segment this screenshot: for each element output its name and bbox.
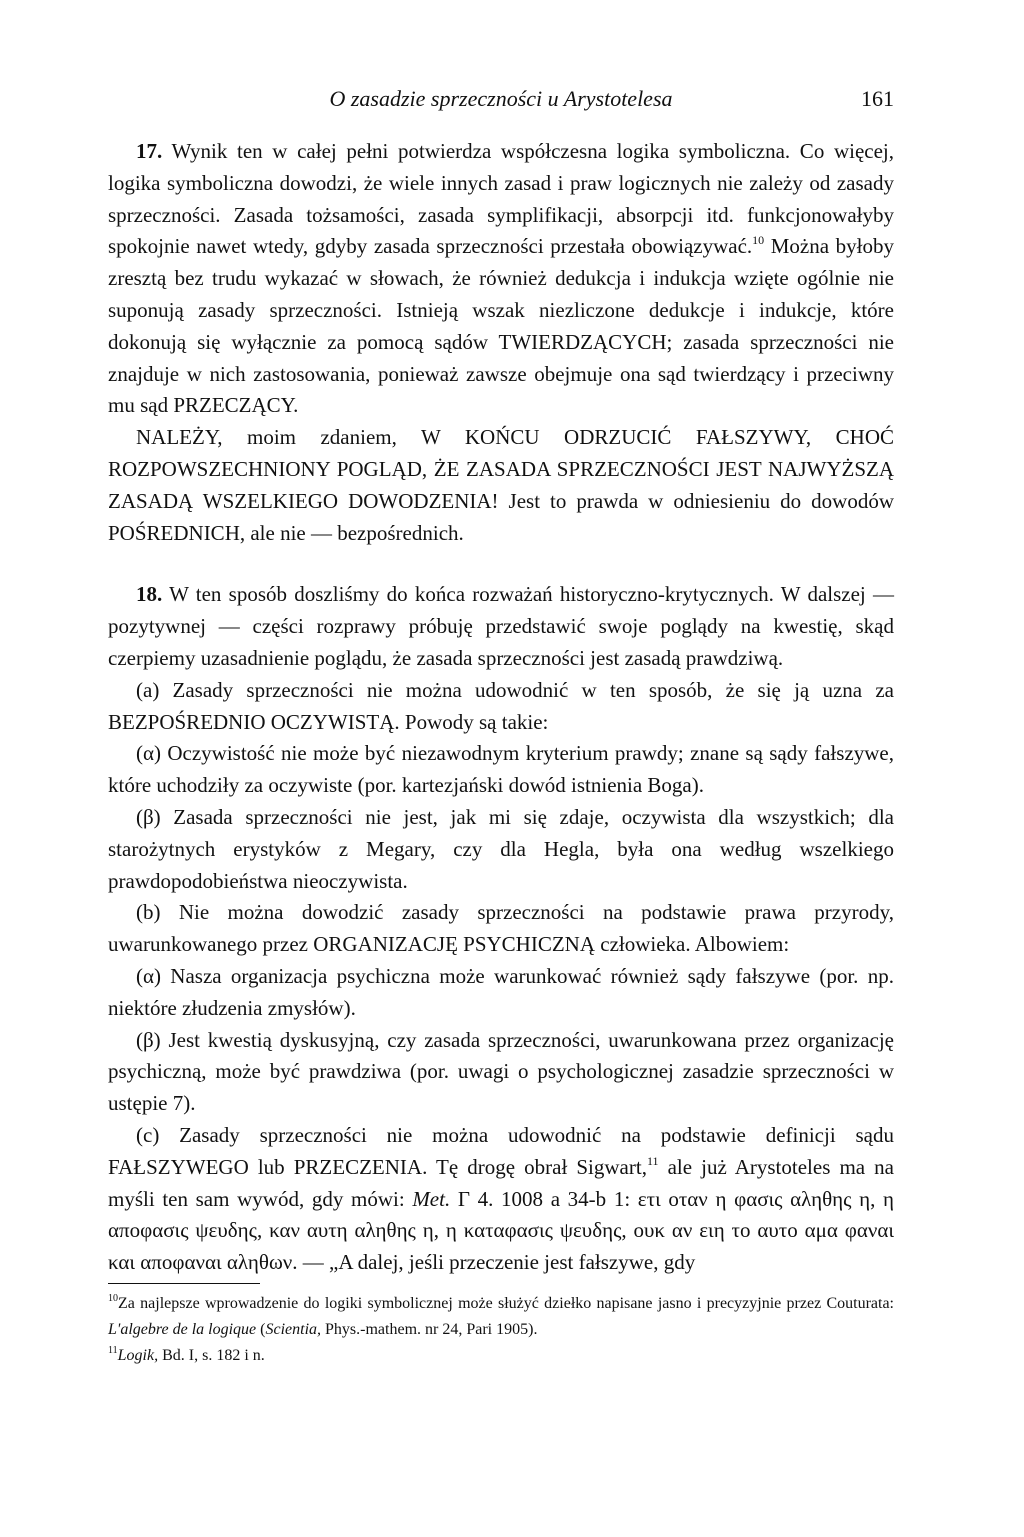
point-b-beta: (β) Jest kwestią dyskusyjną, czy zasada sprzeczności, uwarunkowana przez organizację psychiczną, może być prawdziwa (por. uwagi o psychologicznej zasadzie sprzeczności w ustępie 7). [108, 1027, 894, 1116]
footnote-10-text-c: Phys.-mathem. nr 24, Pari 1905). [321, 1321, 538, 1338]
footnote-10-text-a: Za najlepsze wprowadzenie do logiki symbolicznej może służyć dziełko napisane jasno i precyzyjnie przez Couturata: [118, 1295, 894, 1312]
page-number: 161 [861, 86, 894, 111]
section-17-paragraph-2: NALEŻY, moim zdaniem, W KOŃCU ODRZUCIĆ FAŁSZYWY, CHOĆ ROZPOWSZECHNIONY POGLĄD, ŻE ZASADA SPRZECZNOŚCI JEST NAJWYŻSZĄ ZASADĄ WSZELKIEGO DOWODZENIA! Jest to prawda w odniesieniu do dowodów POŚREDNICH, ale nie — bezpośrednich. [108, 425, 894, 545]
section-18-number: 18. [136, 582, 163, 607]
point-b-alpha: (α) Nasza organizacja psychiczna może warunkować również sądy fałszywe (por. np. niektóre złudzenia zmysłów). [108, 963, 894, 1020]
section-17-number: 17. [136, 139, 163, 163]
footnote-10-journal: Scientia, [265, 1321, 322, 1338]
footnote-11-number: 11 [108, 1345, 118, 1356]
section-17-text-a: Wynik ten w całej pełni potwierdza współczesna logika symboliczna. Co więcej, logika symboliczna dowodzi, że wiele innych zasad i praw logicznych nie zależy od zasady sprzeczności. Zasada tożsamości, zasada symplifikacji, absorpcji itd. funkcjonowałyby spokojnie nawet wtedy, gdyby zasada sprzeczności przestała obowiązywać. [108, 139, 894, 259]
footnote-rule [108, 1283, 260, 1284]
point-c-text-b: ale już Arystoteles ma na myśli ten sam wywód, gdy mówi: [108, 1154, 894, 1211]
footnote-ref-10: 10 [752, 233, 765, 248]
footnote-10-title: L'algebre de la logique [108, 1321, 257, 1338]
footnotes [108, 1291, 894, 1369]
point-b: (b) Nie można dowodzić zasady sprzeczności na podstawie prawa przyrody, uwarunkowanego przez ORGANIZACJĘ PSYCHICZNĄ człowieka. Albowiem: [108, 900, 894, 957]
footnote-ref-11: 11 [646, 1153, 659, 1168]
footnote-10-number: 10 [108, 1293, 118, 1304]
page-header [108, 86, 894, 120]
footnote-10 [108, 1291, 894, 1343]
section-17-text-b: Można byłoby zresztą bez trudu wykazać w słowach, że również dedukcja i indukcja wzięte ogólnie nie suponują zasady sprzeczności. Istnieją wszak niezliczone dedukcje i indukcje, które dokonują się wyłącznie za pomocą sądów TWIERDZĄCYCH; zasada sprzeczności nie znajduje w nich zastosowania, ponieważ zawsze obejmuje ona sąd twierdzący i przeciwny mu sąd PRZECZĄCY. [108, 234, 894, 418]
point-a-alpha: (α) Oczywistość nie może być niezawodnym kryterium prawdy; znane są sądy fałszywe, które uchodziły za oczywiste (por. kartezjański dowód istnienia Boga). [108, 741, 894, 798]
main-text [108, 136, 894, 1279]
section-18-intro-text: W ten sposób doszliśmy do końca rozważań historyczno-krytycznych. W dalszej — pozytywnej — części rozprawy próbuję przedstawić swoje poglądy na kwestię, skąd czerpiemy uzasadnienie poglądu, że zasada sprzeczności jest zasadą prawdziwą. [108, 582, 894, 670]
running-title: O zasadzie sprzeczności u Arystotelesa [329, 86, 673, 111]
footnote-11-title: Logik, [117, 1347, 159, 1364]
point-a: (a) Zasady sprzeczności nie można udowodnić w ten sposób, że się ją uzna za BEZPOŚREDNIO OCZYWISTĄ. Powody są takie: [108, 677, 894, 734]
footnote-11 [108, 1343, 894, 1369]
point-c-text-a: (c) Zasady sprzeczności nie można udowodnić na podstawie definicji sądu FAŁSZYWEGO lub PRZECZENIA. Tę drogę obrał Sigwart, [108, 1122, 894, 1179]
footnote-11-text: Bd. I, s. 182 i n. [158, 1347, 265, 1364]
point-c-met: Met. [412, 1186, 451, 1211]
footnote-10-text-b: ( [256, 1321, 266, 1338]
section-18-intro [108, 579, 894, 674]
point-c [108, 1120, 894, 1279]
point-c-text-c: Γ 4. 1008 a 34-b 1: ετι οταν η φασις αληθης η, η αποφασις ψευδης, καν αυτη αληθης η, η καταφασις ψευδης, ουκ αν ειη το αυτο αμα φαναι και αποφαναι αληθων. — „A dalej, jeśli przeczenie jest fałszywe, gdy [108, 1186, 894, 1275]
section-17-paragraph-1 [108, 136, 894, 422]
point-a-beta: (β) Zasada sprzeczności nie jest, jak mi się zdaje, oczywista dla wszystkich; dla starożytnych erystyków z Megary, czy dla Hegla, była ona według wszelkiego prawdopodobieństwa nieoczywista. [108, 804, 894, 893]
